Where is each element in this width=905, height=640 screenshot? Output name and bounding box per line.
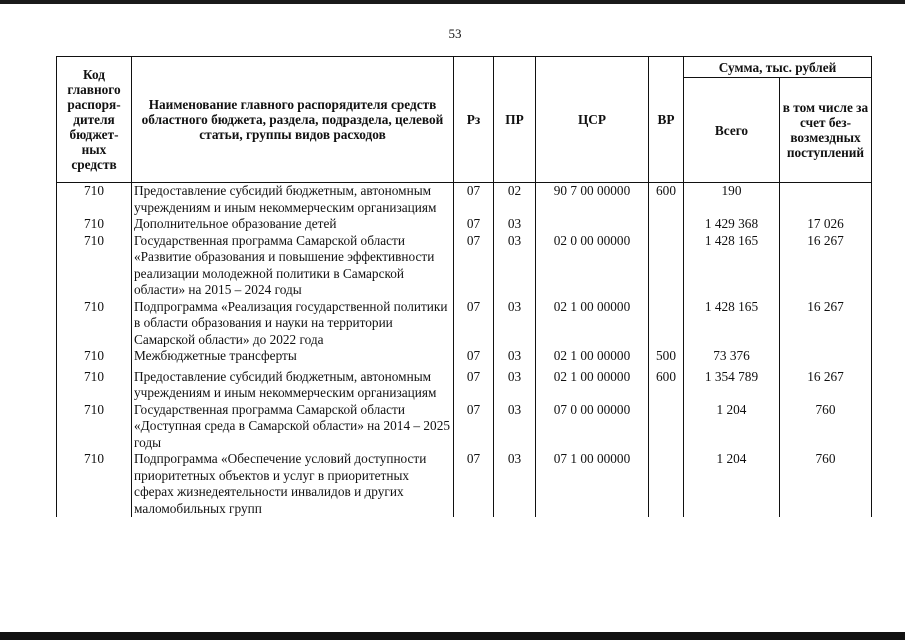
cell-csr: 07 1 00 00000 — [536, 451, 649, 517]
header-grants: в том числе за счет без-возмездных поступлений — [780, 78, 872, 183]
cell-code: 710 — [57, 299, 132, 349]
cell-pr: 03 — [494, 299, 536, 349]
cell-total: 1 428 165 — [684, 233, 780, 299]
cell-rz: 07 — [454, 348, 494, 369]
table-row — [57, 233, 872, 299]
cell-name: Межбюджетные трансферты — [132, 348, 454, 369]
cell-total: 1 204 — [684, 451, 780, 517]
scan-bottom-edge — [0, 632, 905, 640]
cell-csr: 90 7 00 00000 — [536, 183, 649, 217]
cell-csr: 02 1 00 00000 — [536, 348, 649, 369]
cell-vr: 500 — [649, 348, 684, 369]
table-row — [57, 451, 872, 517]
cell-name: Государственная программа Самарской области «Доступная среда в Самарской области» на 2014 – 2025 годы — [132, 402, 454, 452]
cell-name: Дополнительное образование детей — [132, 216, 454, 233]
cell-code: 710 — [57, 183, 132, 217]
header-sum: Сумма, тыс. рублей — [684, 57, 872, 78]
table-row — [57, 402, 872, 452]
cell-name: Государственная программа Самарской области «Развитие образования и повышение эффективности реализации молодежной политики в Самарской области» на 2015 – 2024 годы — [132, 233, 454, 299]
cell-code: 710 — [57, 216, 132, 233]
cell-pr: 03 — [494, 369, 536, 402]
cell-name: Предоставление субсидий бюджетным, автономным учреждениям и иным некоммерческим организациям — [132, 369, 454, 402]
header-csr: ЦСР — [536, 57, 649, 183]
cell-name: Подпрограмма «Реализация государственной политики в области образования и науки на территории Самарской области» до 2022 года — [132, 299, 454, 349]
cell-pr: 03 — [494, 233, 536, 299]
cell-pr: 03 — [494, 402, 536, 452]
cell-rz: 07 — [454, 402, 494, 452]
cell-vr: 600 — [649, 369, 684, 402]
page-number: 53 — [448, 26, 462, 41]
cell-grants: 16 267 — [780, 233, 872, 299]
cell-code: 710 — [57, 451, 132, 517]
cell-grants: 17 026 — [780, 216, 872, 233]
table-row — [57, 369, 872, 402]
cell-csr: 02 1 00 00000 — [536, 369, 649, 402]
cell-csr — [536, 216, 649, 233]
cell-vr — [649, 216, 684, 233]
cell-total: 73 376 — [684, 348, 780, 369]
header-rz: Рз — [454, 57, 494, 183]
table-header — [57, 57, 872, 183]
header-vr: ВР — [649, 57, 684, 183]
cell-code: 710 — [57, 402, 132, 452]
cell-vr — [649, 299, 684, 349]
cell-rz: 07 — [454, 369, 494, 402]
scan-top-edge — [0, 0, 905, 4]
cell-total: 1 428 165 — [684, 299, 780, 349]
cell-grants: 16 267 — [780, 299, 872, 349]
cell-total: 1 204 — [684, 402, 780, 452]
table-row — [57, 216, 872, 233]
cell-pr: 02 — [494, 183, 536, 217]
cell-pr: 03 — [494, 216, 536, 233]
table-row — [57, 183, 872, 217]
cell-rz: 07 — [454, 216, 494, 233]
table-body — [57, 183, 872, 518]
cell-vr — [649, 451, 684, 517]
cell-csr: 07 0 00 00000 — [536, 402, 649, 452]
cell-code: 710 — [57, 233, 132, 299]
cell-rz: 07 — [454, 451, 494, 517]
cell-vr — [649, 233, 684, 299]
cell-pr: 03 — [494, 348, 536, 369]
cell-total: 1 354 789 — [684, 369, 780, 402]
header-total: Всего — [684, 78, 780, 183]
cell-total: 190 — [684, 183, 780, 217]
cell-csr: 02 1 00 00000 — [536, 299, 649, 349]
cell-rz: 07 — [454, 299, 494, 349]
header-code: Код главного распоря-дителя бюджет-ных средств — [57, 57, 132, 183]
table-row — [57, 348, 872, 369]
cell-name: Подпрограмма «Обеспечение условий доступности приоритетных объектов и услуг в приоритетных сферах жизнедеятельности инвалидов и других маломобильных групп — [132, 451, 454, 517]
cell-grants — [780, 348, 872, 369]
cell-grants — [780, 183, 872, 217]
budget-table — [56, 56, 872, 517]
cell-rz: 07 — [454, 183, 494, 217]
cell-grants: 16 267 — [780, 369, 872, 402]
cell-name: Предоставление субсидий бюджетным, автономным учреждениям и иным некоммерческим организациям — [132, 183, 454, 217]
table-row — [57, 299, 872, 349]
cell-total: 1 429 368 — [684, 216, 780, 233]
cell-pr: 03 — [494, 451, 536, 517]
cell-code: 710 — [57, 369, 132, 402]
cell-vr: 600 — [649, 183, 684, 217]
cell-grants: 760 — [780, 402, 872, 452]
cell-grants: 760 — [780, 451, 872, 517]
cell-code: 710 — [57, 348, 132, 369]
cell-rz: 07 — [454, 233, 494, 299]
header-pr: ПР — [494, 57, 536, 183]
header-name: Наименование главного распорядителя средств областного бюджета, раздела, подраздела, целевой статьи, группы видов расходов — [132, 57, 454, 183]
cell-csr: 02 0 00 00000 — [536, 233, 649, 299]
cell-vr — [649, 402, 684, 452]
